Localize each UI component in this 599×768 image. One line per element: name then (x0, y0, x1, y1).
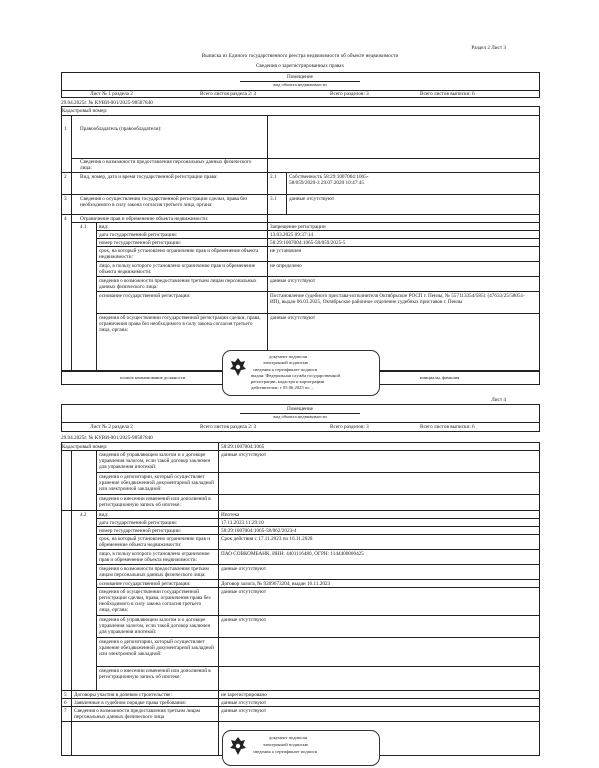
restriction-value: не определено (270, 263, 302, 269)
personal-data-label: Сведения о возможности предоставления персональных данных физического лица: (80, 159, 252, 171)
row-number: 3 (64, 196, 67, 202)
restriction-field: основание государственной регистрации: (99, 293, 191, 299)
restriction-value: данные отсутствуют (221, 452, 267, 458)
total-sections: Всего разделов: 3 (330, 424, 369, 430)
sub-number: 3.1 (270, 196, 277, 202)
restriction-value: 58:29:1007004:1065-58/062/2023-4 (221, 528, 297, 534)
restriction-field: срок, на который установлено ограничение прав и обременение объекта недвижимости: (99, 248, 259, 260)
registration-without-consent-label: Сведения о осуществлении государственной регистрации сделки, права без необходимого в силу закона согласия третьего лица, органа: (80, 196, 248, 208)
extract-page-2 (0, 388, 599, 768)
date-number: 29.04.2025г. № КУВИ-001/2025-98587840 (61, 435, 153, 441)
position-caption: полное наименование должности (120, 375, 186, 380)
sheet-number: Лист № 2 раздела 2 (90, 424, 133, 430)
row-number: 1 (64, 126, 67, 132)
object-type-caption: вид объекта недвижимости (273, 82, 327, 87)
restriction-value: Запрещение регистрации (270, 224, 326, 230)
cadastral-label: Кадастровый номер: (62, 108, 108, 114)
personal-data-label: Сведения о возможности предоставления третьим лицам персональных данных физического лица (74, 708, 200, 720)
restriction-value: данные отсутствуют (221, 617, 267, 623)
cadastral-label: Кадастровый номер: (62, 444, 108, 450)
equity-contracts-value: не зарегистрировано (221, 692, 267, 698)
right-kind-label: Вид, номер, дата и время государственной регистрации права: (80, 174, 218, 180)
restriction-field: вид: (99, 512, 109, 518)
row-number: 7 (64, 708, 67, 714)
sheet-reference: Лист 4 (491, 397, 506, 403)
restriction-value: Ипотека (221, 512, 240, 518)
restriction-value: 13.03.2025 09:37:14 (270, 232, 314, 238)
row-number: 5 (64, 692, 67, 698)
object-type: Помещение (287, 406, 313, 412)
restriction-field: лицо, в пользу которого установлено ограничение прав и обременение объекта недвижимости: (99, 551, 210, 563)
restriction-value: данные отсутствуют (221, 589, 267, 595)
personal-data-value: данные отсутствуют (221, 708, 267, 714)
restriction-field: сведения об осуществлении государственной регистрации сделки, права, ограничения права без необходимого в силу закона согласия третьего лица, органа: (99, 589, 211, 613)
restriction-field: сведения о внесении изменений или дополнений в регистрационную запись об ипотеке: (99, 668, 211, 680)
court-claims-value: данные отсутствуют (221, 700, 267, 706)
restriction-field: лицо, в пользу которого установлено ограничение прав и обременение объекта недвижимости: (99, 263, 256, 275)
restriction-value: не установлен (270, 248, 302, 254)
sub-number: 4.1 (80, 224, 87, 230)
total-sheets: Всего листов выписки: 6 (420, 424, 475, 430)
total-sheets: Всего листов выписки: 6 (420, 91, 475, 97)
sub-number: 2.1 (270, 174, 277, 180)
restriction-field: номер государственной регистрации: (99, 528, 182, 534)
extract-title: Выписка из Единого государственного реестра недвижимости об объекте недвижимости (201, 53, 399, 59)
restriction-field: номер государственной регистрации: (99, 240, 182, 246)
restriction-field: дата государственной регистрации: (99, 520, 178, 526)
sheet-number: Лист № 1 раздела 2 (90, 91, 133, 97)
row-number: 2 (64, 174, 67, 180)
row-number: 4 (64, 216, 67, 222)
restriction-field: сведения о возможности предоставления третьим лицам персональных данных физического лица: (99, 278, 257, 290)
extract-subtitle: Сведения о зарегистрированных правах (255, 63, 345, 69)
cadastral-value: 58:29:1007004:1065 (221, 444, 265, 450)
restriction-field: сведения о внесении изменений или дополнений в регистрационную запись об ипотеке: (99, 496, 211, 508)
restriction-value: данные отсутствуют (270, 278, 316, 284)
restriction-value: Срок действия с 17.11.2023 по 16.11.2028 (221, 536, 313, 542)
restriction-field: сведения об осуществлении государственной регистрации сделки, права, ограничения права без необходимого в силу закона согласия третьего лица, органа: (99, 315, 261, 333)
restriction-field: срок, на который установлено ограничение прав и обременение объекта недвижимости: (99, 536, 210, 548)
restriction-field: сведения о возможности предоставления третьим лицам персональных данных физического лица: (99, 566, 209, 578)
object-type-caption: вид объекта недвижимости (273, 414, 327, 419)
restriction-field: сведения о депозитарии, который осуществляет хранение обездвиженной документарной закладной или электронной закладной: (99, 474, 214, 492)
restriction-value: данные отсутствуют (270, 315, 316, 321)
electronic-signature-stamp: документ подписан электронной подписью сведения о сертификате подписи (222, 730, 380, 766)
restriction-value: 58:29:1007004:1065-58/059/2025-5 (270, 240, 346, 246)
restriction-field: вид: (99, 224, 109, 230)
restriction-field: сведения об управляющем залогом и о договоре управления залогом, если такой договор заключен для управления ипотекой: (99, 452, 211, 470)
restriction-field: дата государственной регистрации: (99, 232, 178, 238)
date-number: 29.04.2025г. № КУВИ-001/2025-98587840 (61, 100, 153, 106)
restriction-value: данные отсутствуют (221, 566, 267, 572)
sub-number: 4.2 (80, 512, 87, 518)
restriction-value: Постановление судебного пристава-исполнителя Октябрьское РОСП г. Пензы, № 557113354/5851 (47633/25/58051-ИП), выдан 06.03.2025, Октябрьское районное отделение судебных приставов г. Пензы (270, 293, 525, 305)
holder-label: Правообладатель (правообладатели): (80, 126, 162, 132)
court-claims-label: Заявленные в судебном порядке права требования: (74, 700, 187, 706)
restriction-field: основание государственной регистрации: (99, 581, 191, 587)
row-number: 6 (64, 700, 67, 706)
sheet-reference: Раздел 2 Лист 3 (471, 45, 506, 51)
registration-without-consent-value: данные отсутствуют (289, 196, 335, 202)
restriction-value: 17.11.2023 11:29:10 (221, 520, 264, 526)
restriction-field: сведения о депозитарии, который осуществляет хранение обездвиженной документарной закладной или электронной закладной: (99, 639, 214, 657)
equity-contracts-label: Договоры участия в долевом строительстве: (74, 692, 172, 698)
sheets-in-section: Всего листов раздела 2: 3 (200, 91, 257, 97)
object-type: Помещение (287, 74, 313, 80)
emblem-icon (229, 736, 247, 756)
right-value: Собственность 58:29:1007004:1065-58/059/2020-3 29.07.2020 10:47:45 (289, 174, 369, 186)
name-caption: инициалы, фамилия (420, 375, 460, 380)
sheets-in-section: Всего листов раздела 2: 3 (200, 424, 257, 430)
restriction-value: Договор залога, № 9209673204, выдан 16.11.2023 (221, 581, 331, 587)
restriction-value: ПАО СОВКОМБАНК, ИНН: 4401116480, ОГРН: 1144400000425 (221, 551, 364, 557)
restrictions-label: Ограничение прав и обременение объекта недвижимости: (80, 216, 209, 222)
restriction-field: сведения об управляющем залогом и о договоре управления залогом, если такой договор заключен для управления ипотекой: (99, 617, 211, 635)
emblem-icon (229, 357, 247, 377)
total-sections: Всего разделов: 3 (330, 91, 369, 97)
electronic-signature-stamp: документ подписан электронной подписью сведения о сертификате подписи выдан: Федеральная служба государственной регистрации, кадастра и картографии действителен: с 05.06.2025 по ... (222, 350, 380, 396)
